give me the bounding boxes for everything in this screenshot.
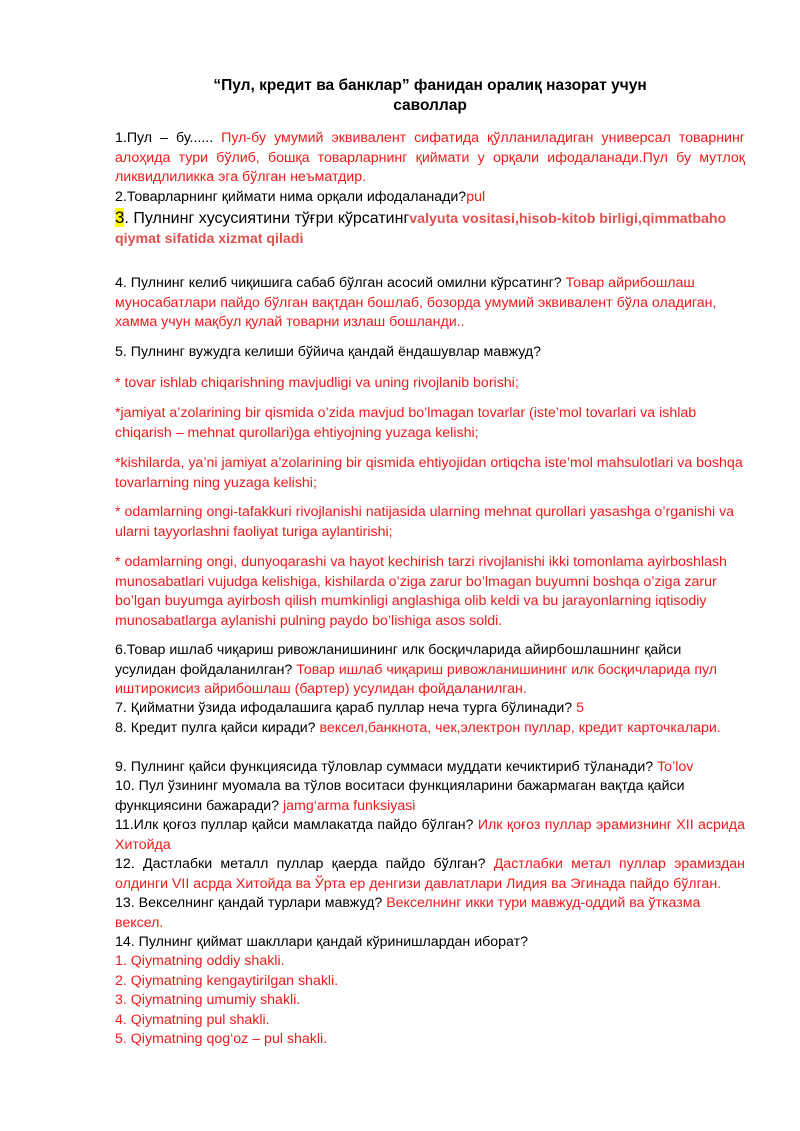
- answer-item: *kishilarda, ya’ni jamiyat a’zolarining bir qismida ehtiyojidan ortiqcha iste’mol mahsulotlari va boshqa tovarlarning ning yuzaga kelishi;: [115, 455, 743, 491]
- answer-text: Товар айрибошлаш муносабатлари пайдо бўлган вақтдан бошлаб, бозорда умумий эквивалент бўла оладиган, хамма учун мақбул қулай товарни излаш бошланди..: [115, 275, 717, 330]
- question-text: 1.Пул – бу......: [115, 130, 222, 146]
- answer-text: Товар ишлаб чиқариш ривожланишининг илк босқичларида пул иштирокисиз айрибошлаш (бартер) усулидан фойдаланилган.: [115, 661, 718, 697]
- question-6: [115, 641, 745, 700]
- answer-item: *jamiyat a’zolarining bir qismida o’zida mavjud bo’lmagan tovarlar (iste’mol tovarlari va ishlab chiqarish – mehnat qurollari)ga ehtiyojning yuzaga kelishi;: [115, 405, 697, 441]
- question-13: [115, 894, 745, 933]
- question-8: [115, 719, 745, 739]
- answer-text: Пул-бу умумий эквивалент сифатида қўлланиладиган универсал товарнинг алоҳида тури бўлиб, бошқа товарларнинг қиймати у орқали ифодаланади.Пул бу мутлоқ ликвидлиликка эга бўлган неъматдир.: [115, 130, 745, 185]
- question-10: [115, 777, 745, 816]
- question-text: 14. Пулнинг қиймат шакллари қандай кўринишлардан иборат?: [115, 934, 529, 950]
- answer-text: 5: [576, 700, 584, 716]
- answer-item: 1. Qiymatning oddiy shakli.: [115, 953, 285, 969]
- question-text: 12. Дастлабки металл пуллар қаерда пайдо бўлган?: [115, 856, 494, 872]
- answer-text: pul: [466, 189, 486, 205]
- question-4: [115, 274, 745, 333]
- question-9: [115, 758, 745, 778]
- answer-text: Дастлабки метал пуллар эрамиздан олдинги VII асрда Хитойда ва Ўрта ер денгизи давлатлари Лидия ва Эгинада пайдо бўлган.: [115, 856, 745, 892]
- question-text: 9. Пулнинг қайси функциясида тўловлар суммаси муддати кечиктириб тўланади?: [115, 759, 658, 775]
- question-text: 6.Товар ишлаб чиқариш ривожланишининг илк босқичларида айирбошлашнинг қайси усулидан фойдаланилган?: [115, 642, 682, 678]
- answer-text: valyuta vositasi,hisob-kitob birligi,qimmatbaho qiymat sifatida xizmat qiladi: [115, 211, 727, 247]
- answer-item: * odamlarning ongi, dunyoqarashi va hayot kechirish tarzi rivojlanishi ikki tomonlama ayirboshlash munosabatlari vujudga kelishiga, kishilarda o’ziga zarur bo’lmagan buyumni boshqa o’ziga zarur bo’lgan buyumga ayirbosh qilish mumkinligi anglashiga olib keldi va bu jarayonlarning iqtisodiy munosabatlarga aylanishi pulning paydo bo’lishiga asos soldi.: [115, 554, 727, 629]
- question-text: 4. Пулнинг келиб чиқишига сабаб бўлган асосий омилни кўрсатинг?: [115, 275, 566, 291]
- answer-text: To’lov: [657, 759, 694, 775]
- answer-text: Векселнинг икки тури мавжуд-оддий ва ўтказма вексел.: [115, 895, 701, 931]
- question-5: [115, 343, 745, 363]
- question-11: [115, 816, 745, 855]
- answer-text: jamg‘arma funksiyasi: [283, 797, 416, 814]
- question-12: [115, 855, 745, 894]
- question-text: 13. Векселнинг қандай турлари мавжуд?: [115, 895, 387, 911]
- question-text: 10. Пул ўзининг муомала ва тўлов воситаси функцияларини бажармаган вақтда қайси функциясини бажаради?: [115, 778, 685, 814]
- question-text: . Пулнинг хусусиятини тўғри кўрсатинг: [124, 210, 410, 227]
- question-number-highlight: 3: [115, 208, 125, 227]
- answer-item: * odamlarning ongi-tafakkuri rivojlanishi natijasida ularning mehnat qurollari yasashga o’rganishi va ularni tayyorlashni faoliyat turiga aylantirishi;: [115, 504, 735, 540]
- answer-item: 3. Qiymatning umumiy shakli.: [115, 992, 301, 1008]
- title-line-2: саволлар: [393, 97, 467, 114]
- answer-item: 4. Qiymatning pul shakli.: [115, 1012, 270, 1028]
- question-text: 5. Пулнинг вужудга келиши бўйича қандай ёндашувлар мавжуд?: [115, 344, 542, 360]
- question-text: 11.Илк қоғоз пуллар қайси мамлакатда пайдо бўлган?: [115, 817, 478, 833]
- question-text: 2.Товарларнинг қиймати нима орқали ифодаланади?: [115, 189, 467, 205]
- answer-item: * tovar ishlab chiqarishning mavjudligi va uning rivojlanib borishi;: [115, 375, 519, 391]
- title-line-1: “Пул, кредит ва банклар” фанидан оралиқ назорат учун: [213, 77, 647, 94]
- answer-text: вексел,банкнота, чек,электрон пуллар, кредит карточкалари.: [319, 720, 721, 736]
- question-14: [115, 933, 745, 953]
- question-2: [115, 188, 745, 208]
- document-title: [110, 76, 750, 116]
- question-3: [115, 208, 745, 249]
- question-7: [115, 699, 745, 719]
- answer-item: 2. Qiymatning kengaytirilgan shakli.: [115, 973, 339, 989]
- question-text: 8. Кредит пулга қайси киради?: [115, 720, 320, 736]
- answer-item: 5. Qiymatning qog‘oz – pul shakli.: [115, 1031, 328, 1047]
- question-text: 7. Қийматни ўзида ифодалашига қараб пуллар неча турга бўлинади?: [115, 700, 577, 716]
- answer-text: Илк қоғоз пуллар эрамизнинг XII асрида Хитойда: [115, 817, 745, 853]
- question-1: [115, 129, 745, 188]
